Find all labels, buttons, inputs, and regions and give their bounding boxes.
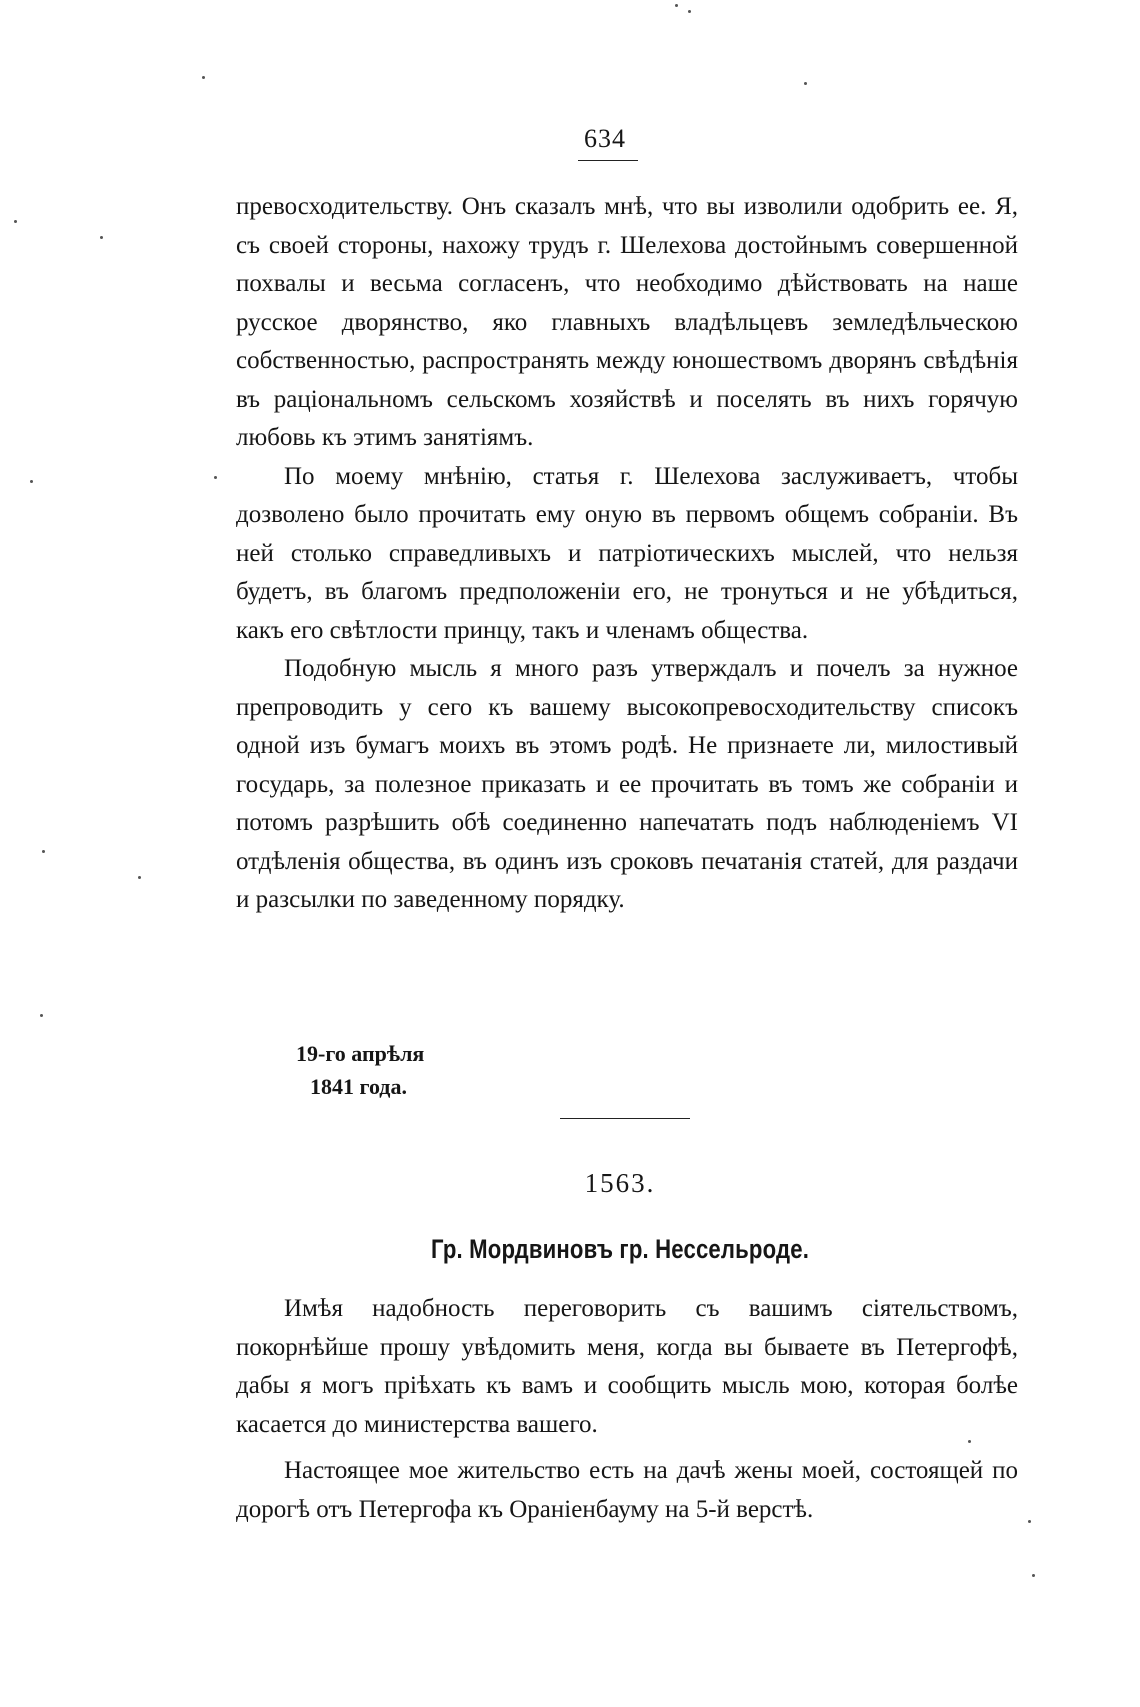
scan-speck <box>40 1014 43 1017</box>
letter-body <box>236 1290 1018 1537</box>
scan-speck <box>100 236 103 239</box>
scan-speck <box>14 220 17 223</box>
scan-speck <box>138 876 141 879</box>
page-number-underline <box>578 160 638 161</box>
scan-speck <box>214 476 217 479</box>
paragraph: По моему мнѣнію, статья г. Шелехова заслуживаетъ, чтобы дозволено было прочитать ему оную въ первомъ общемъ собраніи. Въ ней столько справедливыхъ и патріотическихъ мыслей, что нельзя будетъ, въ благомъ предположеніи его, не тронуться и не убѣдиться, какъ его свѣтлости принцу, такъ и членамъ общества. <box>236 462 1018 644</box>
paragraph: Подобную мысль я много разъ утверждалъ и почелъ за нужное препроводить у сего къ вашему высокопревосходительству списокъ одной изъ бумагъ моихъ въ этомъ родѣ. Не признаете ли, милостивый государь, за полезное приказать и ее прочитать въ томъ же собраніи и потомъ разрѣшить обѣ соединенно напечатать подъ наблюденіемъ VI отдѣленія общества, въ одинъ изъ сроковъ печатанія статей, для раздачи и разсылки по заведенному порядку. <box>236 655 1018 913</box>
letter-date <box>296 1037 424 1103</box>
scan-speck <box>804 82 807 85</box>
document-number: 1563. <box>584 1168 656 1198</box>
scan-speck <box>42 850 45 853</box>
paragraph: превосходительству. Онъ сказалъ мнѣ, что вы изволили одобрить ее. Я, съ своей стороны, нахожу трудъ г. Шелехова достойнымъ совершенной похвалы и весьма согласенъ, что необходимо дѣйствовать на наше русское дворянство, яко главныхъ владѣльцевъ земледѣльческою собственностью, распространять между юношествомъ дворянъ свѣдѣнія въ раціональномъ сельскомъ хозяйствѣ и поселять въ нихъ горячую любовь къ этимъ занятіямъ. <box>236 193 1018 451</box>
letter-body-continued <box>236 188 1018 920</box>
page-number: 634 <box>584 124 626 153</box>
date-year: 1841 года. <box>310 1074 407 1099</box>
scan-speck <box>1028 1520 1031 1523</box>
scan-speck <box>202 76 205 79</box>
scan-speck <box>30 480 33 483</box>
scan-speck <box>968 1440 971 1443</box>
date-day-month: 19-го апрѣля <box>296 1041 425 1066</box>
paragraph: Имѣя надобность переговорить съ вашимъ сіятельствомъ, покорнѣйше прошу увѣдомить меня, когда вы бываете въ Петергофѣ, дабы я могъ пріѣхать къ вамъ и сообщить мысль мою, которая болѣе касается до министерства вашего. <box>236 1295 1018 1438</box>
paragraph: Настоящее мое жительство есть на дачѣ жены моей, состоящей по дорогѣ отъ Петергофа къ Ораніенбауму на 5-й верстѣ. <box>236 1457 1018 1523</box>
document-title: Гр. Мордвиновъ гр. Нессельроде. <box>430 1234 810 1264</box>
scan-speck <box>688 10 691 13</box>
scan-speck <box>1032 1574 1035 1577</box>
section-divider <box>560 1118 690 1119</box>
scan-speck <box>675 4 678 7</box>
